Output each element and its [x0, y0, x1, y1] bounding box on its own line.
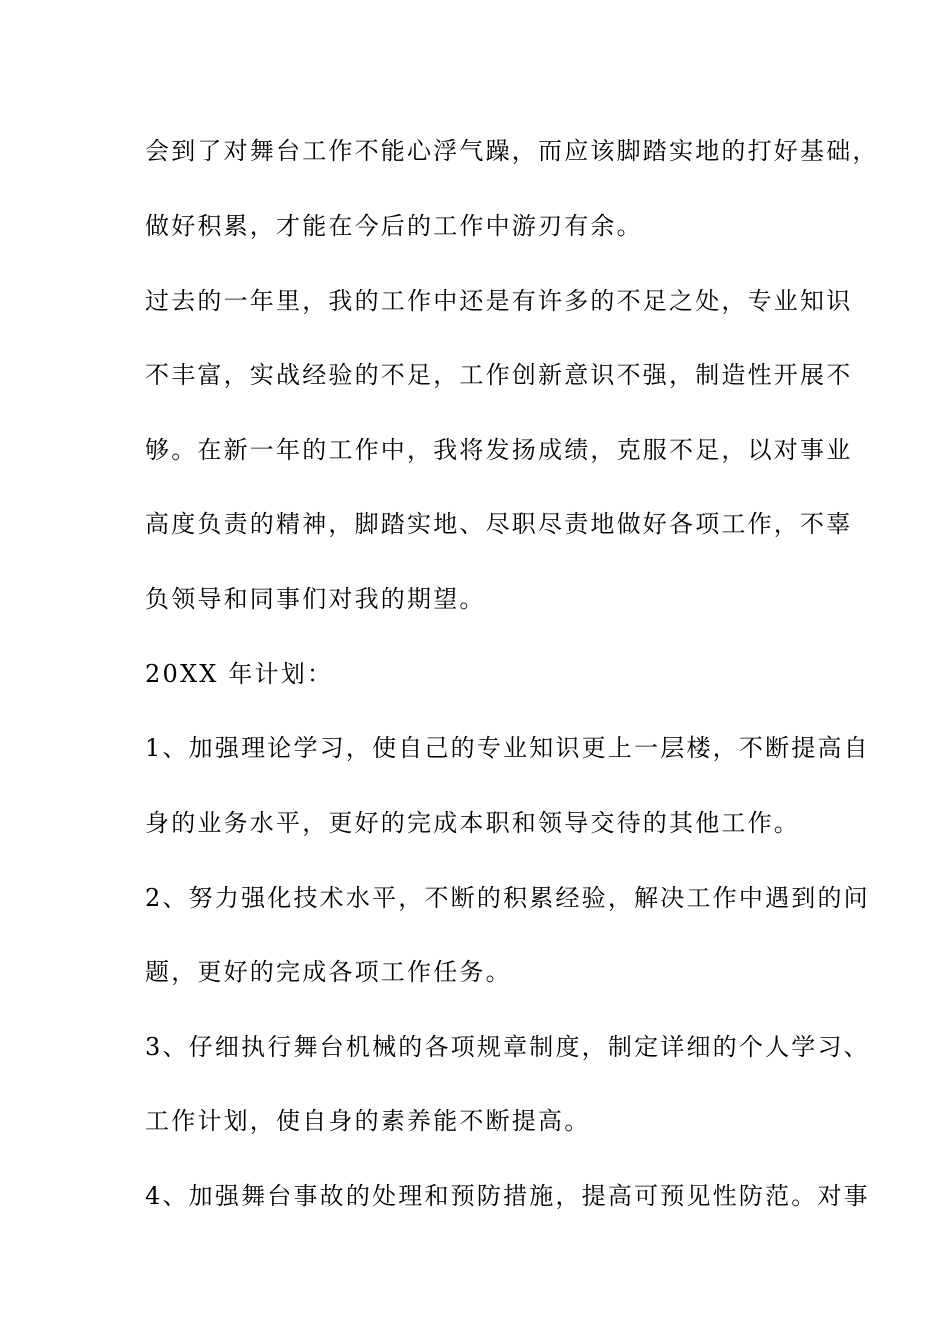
text-line: 做好积累，才能在今后的工作中游刃有余。	[145, 212, 643, 240]
text-line: 1、加强理论学习，使自己的专业知识更上一层楼，不断提高自	[145, 734, 870, 762]
text-line: 3、仔细执行舞台机械的各项规章制度，制定详细的个人学习、	[145, 1033, 870, 1061]
text-line: 会到了对舞台工作不能心浮气躁，而应该脚踏实地的打好基础，	[145, 137, 879, 165]
text-line: 题，更好的完成各项工作任务。	[145, 958, 512, 986]
text-line: 高度负责的精神，脚踏实地、尽职尽责地做好各项工作，不辜	[145, 510, 853, 538]
text-line: 过去的一年里，我的工作中还是有许多的不足之处，专业知识	[145, 287, 853, 315]
text-line: 4、加强舞台事故的处理和预防措施，提高可预见性防范。对事	[145, 1182, 870, 1210]
section-heading: 20XX 年计划：	[145, 660, 334, 688]
text-line: 2、努力强化技术水平，不断的积累经验，解决工作中遇到的问	[145, 884, 870, 912]
text-line: 工作计划，使自身的素养能不断提高。	[145, 1107, 591, 1135]
text-line: 负领导和同事们对我的期望。	[145, 585, 486, 613]
text-line: 够。在新一年的工作中，我将发扬成绩，克服不足，以对事业	[145, 436, 853, 464]
text-line: 身的业务水平，更好的完成本职和领导交待的其他工作。	[145, 809, 800, 837]
text-line: 不丰富，实战经验的不足，工作创新意识不强，制造性开展不	[145, 361, 853, 389]
